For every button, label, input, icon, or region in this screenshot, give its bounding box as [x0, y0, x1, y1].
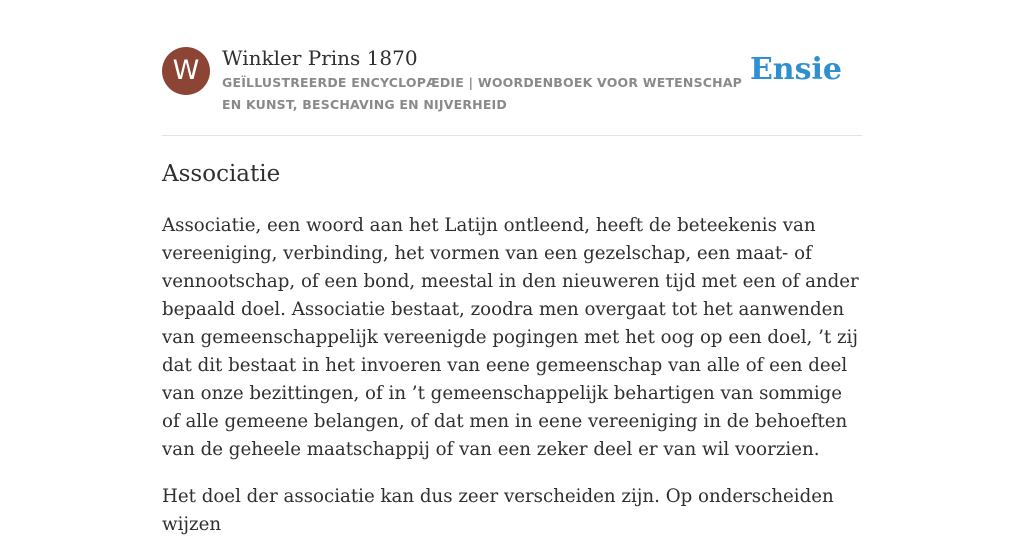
- entry-paragraph-2: Het doel der associatie kan dus zeer verscheiden zijn. Op onderscheiden wijzen: [162, 486, 834, 535]
- source-title-link[interactable]: Winkler Prins 1870: [222, 46, 418, 70]
- source-avatar[interactable]: W: [162, 47, 210, 95]
- entry-body: [162, 212, 862, 558]
- entry-header: [162, 44, 862, 136]
- ensie-logo-link[interactable]: Ensie: [749, 52, 842, 87]
- entry-paragraph-1: Associatie, een woord aan het Latijn ontleend, heeft de beteekenis van vereeniging, verbinding, het vormen van een gezelschap, een maat- of vennootschap, of een bond, meestal in den nieuweren tijd met een of ander bepaald doel. Associatie bestaat, zoodra men overgaat tot het aanwenden van gemeenschappelijk vereenigde pogingen met het oog op een doel, ’t zij dat dit bestaat in het invoeren van eene gemeenschap van alle of een deel van onze bezittingen, of in ’t gemeenschappelijk behartigen van sommige of alle gemeene belangen, of dat men in eene vereeniging in de behoeften van de geheele maatschappij of van een zeker deel er van wil voorzien.: [162, 215, 859, 460]
- entry-title: Associatie: [162, 161, 281, 187]
- source-info: [222, 44, 762, 116]
- source-subtitle: GEÏLLUSTREERDE ENCYCLOPÆDIE | WOORDENBOEK VOOR WETENSCHAP EN KUNST, BESCHAVING EN NIJVERHEID: [222, 75, 743, 112]
